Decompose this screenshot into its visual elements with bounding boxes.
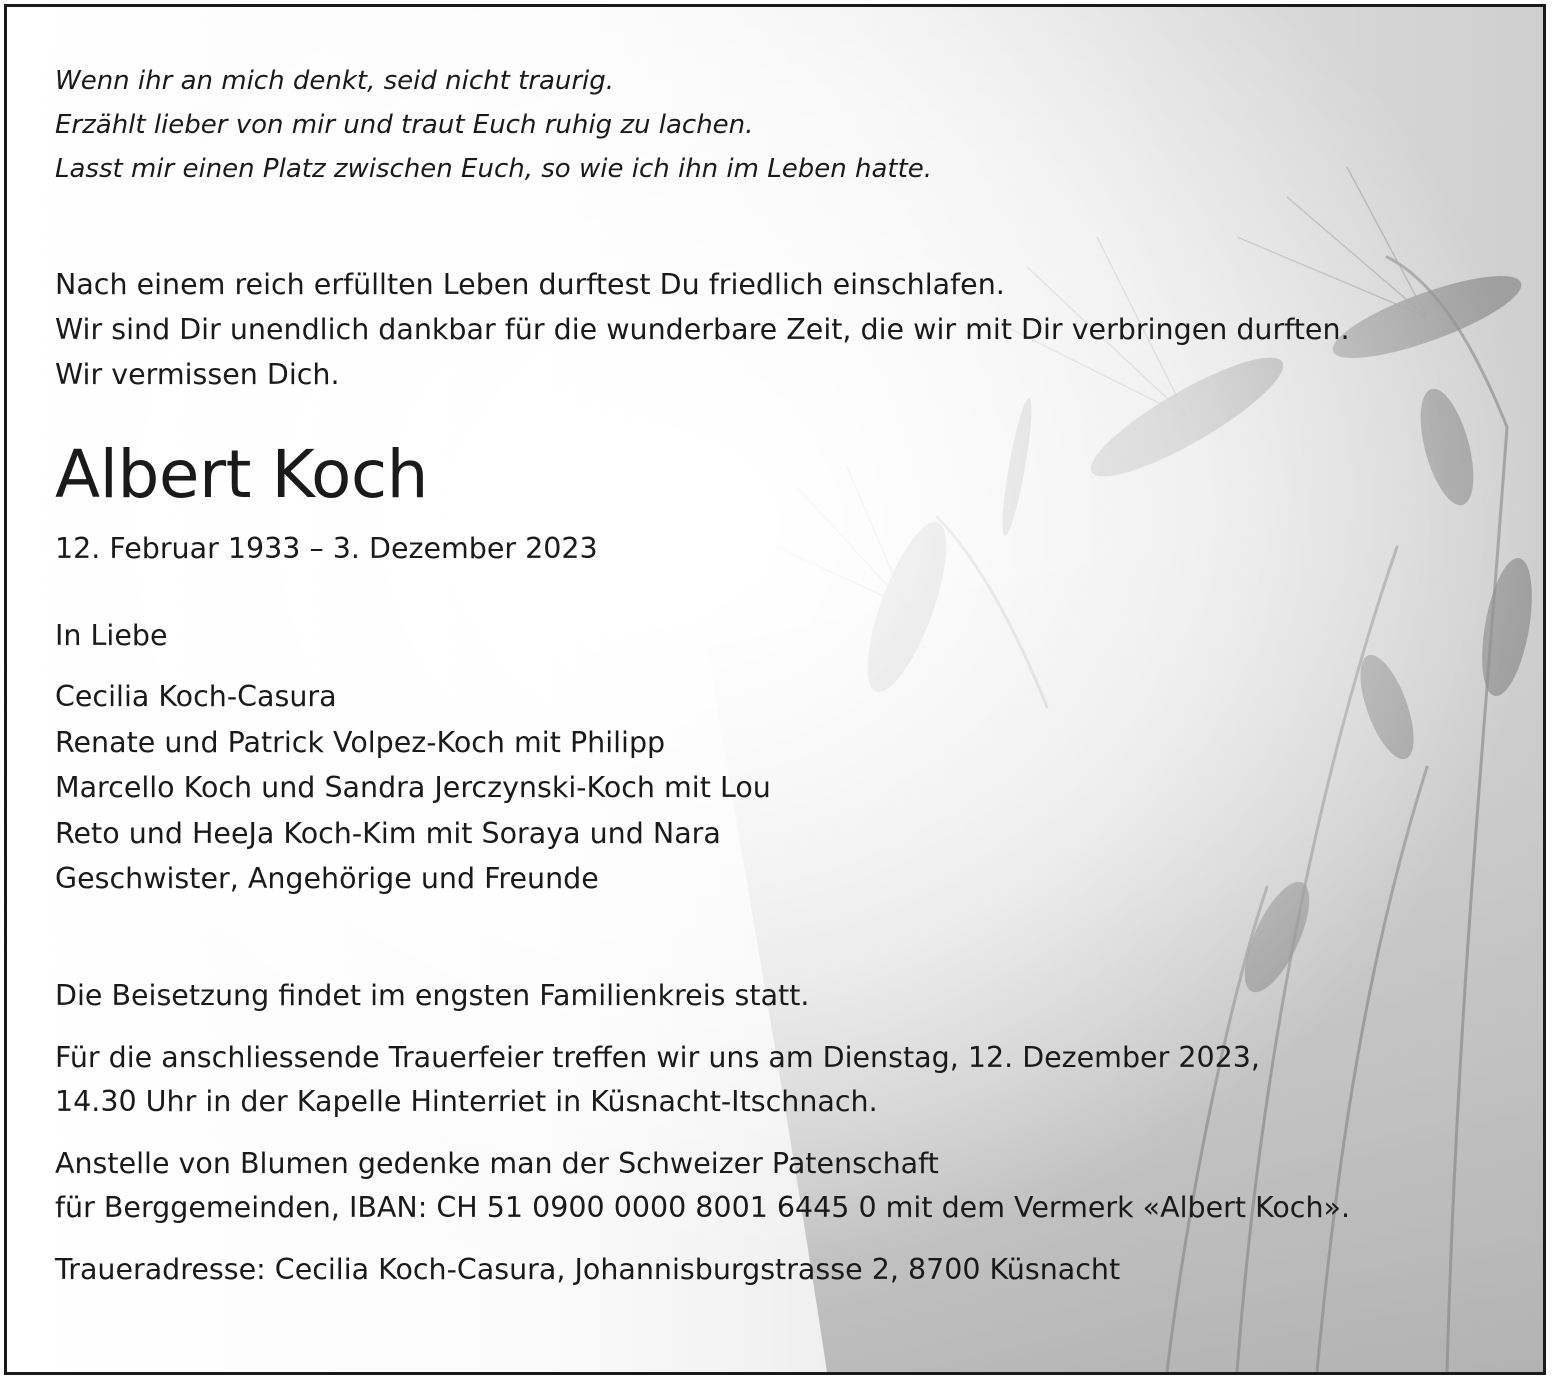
mourners-heading: In Liebe — [55, 619, 168, 652]
donation-info — [55, 1142, 1495, 1230]
donation-line: Anstelle von Blumen gedenke man der Schweizer Patenschaft — [55, 1146, 939, 1180]
obituary-notice — [4, 4, 1546, 1375]
mourner-name: Renate und Patrick Volpez-Koch mit Philipp — [55, 725, 666, 759]
intro-line: Wir vermissen Dich. — [55, 358, 340, 391]
mourner-name: Reto und HeeJa Koch-Kim mit Soraya und Nara — [55, 816, 721, 850]
mourners-list — [55, 674, 1495, 902]
ceremony-line: 14.30 Uhr in der Kapelle Hinterriet in Küsnacht-Itschnach. — [55, 1084, 878, 1118]
motto-line: Erzählt lieber von mir und traut Euch ruhig zu lachen. — [55, 110, 754, 140]
intro-text — [55, 262, 1495, 397]
motto-verse — [55, 59, 1495, 191]
ceremony-info — [55, 1036, 1495, 1124]
mourning-address — [55, 1248, 1495, 1292]
life-dates: 12. Februar 1933 – 3. Dezember 2023 — [55, 532, 598, 565]
deceased-name: Albert Koch — [55, 436, 428, 513]
address-line: Traueradresse: Cecilia Koch-Casura, Johannisburgstrasse 2, 8700 Küsnacht — [55, 1252, 1121, 1286]
intro-line: Nach einem reich erfüllten Leben durftest Du friedlich einschlafen. — [55, 268, 1005, 301]
burial-info: Die Beisetzung findet im engsten Familienkreis statt. — [55, 978, 810, 1012]
intro-line: Wir sind Dir unendlich dankbar für die wunderbare Zeit, die wir mit Dir verbringen durften. — [55, 313, 1350, 346]
motto-line: Wenn ihr an mich denkt, seid nicht traurig. — [55, 66, 615, 96]
mourner-name: Marcello Koch und Sandra Jerczynski-Koch mit Lou — [55, 771, 771, 804]
donation-line: für Berggemeinden, IBAN: CH 51 0900 0000 8001 6445 0 mit dem Vermerk «Albert Koch». — [55, 1190, 1351, 1224]
ceremony-line: Für die anschliessende Trauerfeier treffen wir uns am Dienstag, 12. Dezember 2023, — [55, 1040, 1260, 1074]
motto-line: Lasst mir einen Platz zwischen Euch, so wie ich ihn im Leben hatte. — [55, 154, 933, 184]
mourner-name: Geschwister, Angehörige und Freunde — [55, 862, 599, 895]
notice-content — [55, 59, 1495, 1292]
mourner-name: Cecilia Koch-Casura — [55, 680, 337, 713]
